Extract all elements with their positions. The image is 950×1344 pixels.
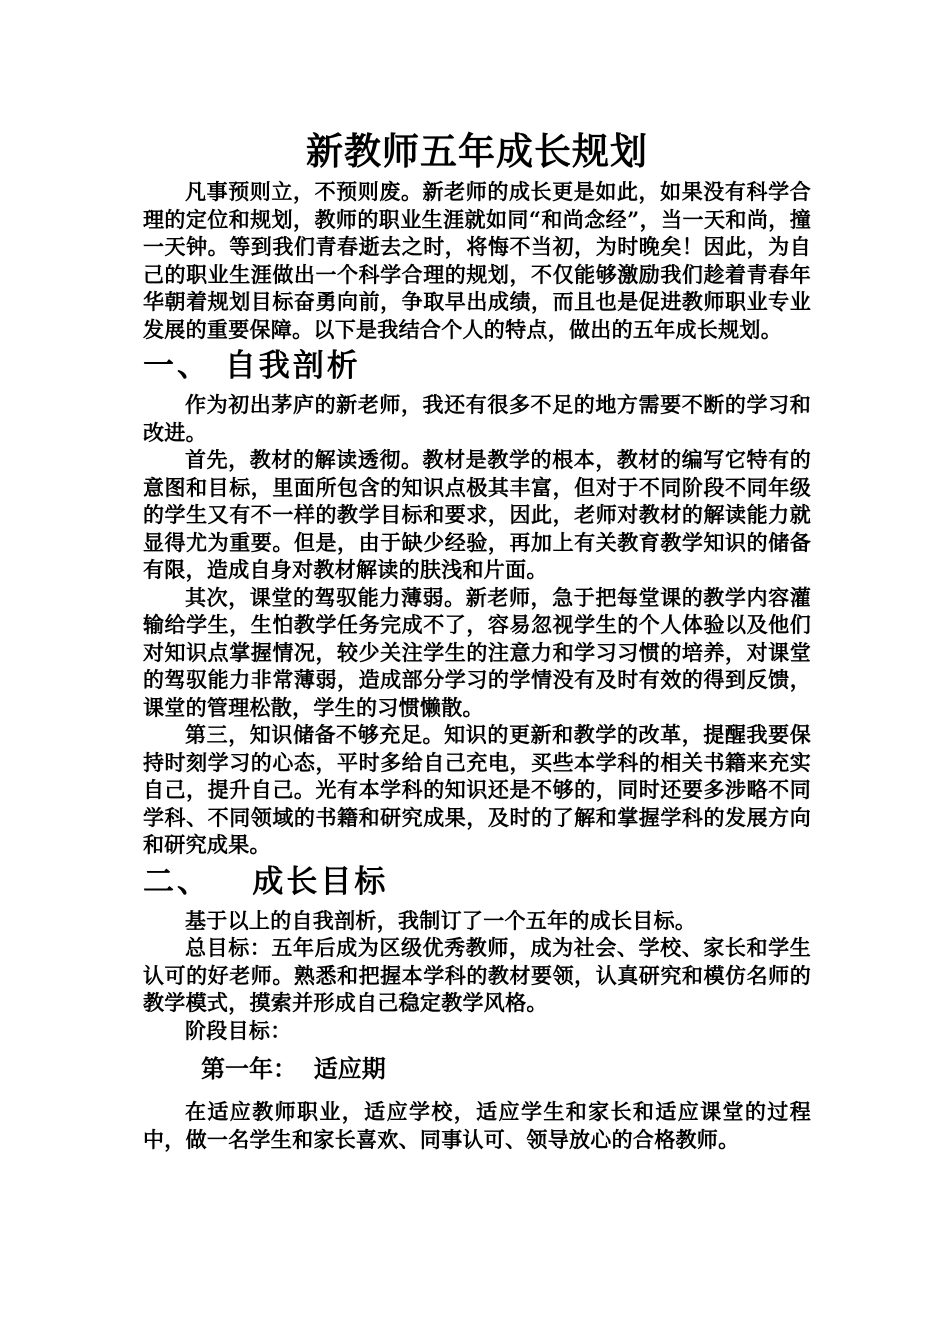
section-heading-growth-goals: 二、 成长目标 [143, 863, 389, 900]
self-analysis-paragraph-3: 其次，课堂的驾驭能力薄弱。新老师，急于把每堂课的教学内容灌输给学生，生怕教学任务完成不了，容易忽视学生的个人体验以及他们对知识点掌握情况，较少关注学生的注意力和学习习惯的培养，对课堂的驾驭能力非常薄弱，造成部分学习的学情没有及时有效的得到反馈，课堂的管理松散，学生的习惯懒散。 [143, 584, 811, 720]
year-one-heading: 第一年： 适应期 [201, 1054, 386, 1083]
self-analysis-paragraph-2: 首先，教材的解读透彻。教材是教学的根本，教材的编写它特有的意图和目标，里面所包含的知识点极其丰富，但对于不同阶段不同年级的学生又有不一样的教学目标和要求，因此，老师对教材的解读能力就显得尤为重要。但是，由于缺少经验，再加上有关教育教学知识的储备有限，造成自身对教材解读的肤浅和片面。 [143, 447, 811, 582]
growth-goals-paragraph-2: 总目标：五年后成为区级优秀教师，成为社会、学校、家长和学生认可的好老师。熟悉和把握本学科的教材要领，认真研究和模仿名师的教学模式，摸索并形成自己稳定教学风格。 [143, 935, 811, 1015]
growth-goals-paragraph-3: 阶段目标： [185, 1017, 292, 1043]
document-title: 新教师五年成长规划 [306, 129, 648, 173]
self-analysis-paragraph-1: 作为初出茅庐的新老师，我还有很多不足的地方需要不断的学习和改进。 [143, 392, 811, 445]
self-analysis-paragraph-4: 第三，知识储备不够充足。知识的更新和教学的改革，提醒我要保持时刻学习的心态，平时多给自己充电，买些本学科的相关书籍来充实自己，提升自己。光有本学科的知识还是不够的，同时还要多涉略不同学科、不同领域的书籍和研究成果，及时的了解和掌握学科的发展方向和研究成果。 [143, 722, 811, 857]
year-one-paragraph: 在适应教师职业，适应学校，适应学生和家长和适应课堂的过程中，做一名学生和家长喜欢、同事认可、领导放心的合格教师。 [143, 1099, 811, 1152]
section-heading-self-analysis: 一、 自我剖析 [143, 348, 361, 384]
growth-goals-paragraph-1: 基于以上的自我剖析，我制订了一个五年的成长目标。 [185, 907, 697, 933]
document-page [143, 124, 811, 1153]
intro-paragraph: 凡事预则立，不预则废。新老师的成长更是如此，如果没有科学合理的定位和规划，教师的职业生涯就如同“和尚念经”，当一天和尚，撞一天钟。等到我们青春逝去之时，将悔不当初，为时晚矣！因此，为自己的职业生涯做出一个科学合理的规划，不仅能够激励我们趁着青春年华朝着规划目标奋勇向前，争取早出成绩，而且也是促进教师职业专业发展的重要保障。以下是我结合个人的特点，做出的五年成长规划。 [143, 179, 811, 342]
